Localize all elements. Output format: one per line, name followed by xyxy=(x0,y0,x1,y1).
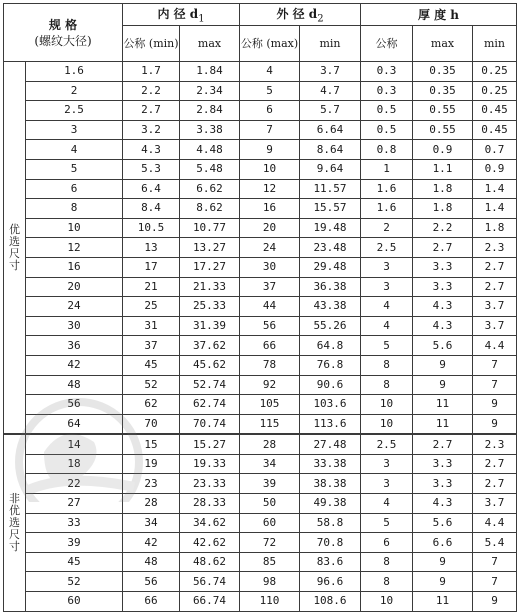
spec-cell: 18 xyxy=(26,454,123,474)
spec-cell: 16 xyxy=(26,257,123,277)
thickness-max-cell: 0.35 xyxy=(413,81,473,101)
inner-nominal-cell: 19 xyxy=(123,454,180,474)
inner-nominal-cell: 2.2 xyxy=(123,81,180,101)
inner-nominal-cell: 48 xyxy=(123,552,180,572)
thickness-min-cell: 1.4 xyxy=(473,179,517,199)
table-row xyxy=(4,179,517,199)
inner-nominal-cell: 37 xyxy=(123,336,180,356)
inner-max-cell: 45.62 xyxy=(180,355,240,375)
inner-max-cell: 70.74 xyxy=(180,414,240,434)
table-row xyxy=(4,474,517,494)
inner-nominal-cell: 45 xyxy=(123,355,180,375)
thickness-nominal-cell: 0.8 xyxy=(361,140,413,160)
outer-nominal-cell: 28 xyxy=(240,434,300,454)
thickness-min-cell: 7 xyxy=(473,552,517,572)
outer-diameter-subscript: 2 xyxy=(317,13,324,25)
table-row xyxy=(4,218,517,238)
thickness-max-cell: 11 xyxy=(413,395,473,415)
table-row xyxy=(4,592,517,612)
thickness-nominal-cell: 0.3 xyxy=(361,81,413,101)
spec-cell: 64 xyxy=(26,414,123,434)
outer-min-cell: 43.38 xyxy=(300,297,361,317)
outer-min-cell: 3.7 xyxy=(300,62,361,82)
thickness-nominal-cell: 1 xyxy=(361,159,413,179)
outer-min-cell: 15.57 xyxy=(300,199,361,219)
thickness-max-cell: 2.2 xyxy=(413,218,473,238)
table-row xyxy=(4,533,517,553)
inner-diameter-subscript: 1 xyxy=(198,13,205,25)
inner-max-cell: 2.84 xyxy=(180,101,240,121)
thickness-max-cell: 5.6 xyxy=(413,336,473,356)
outer-min-cell: 49.38 xyxy=(300,494,361,514)
thickness-min-cell: 7 xyxy=(473,375,517,395)
spec-cell: 52 xyxy=(26,572,123,592)
inner-nominal-cell: 15 xyxy=(123,434,180,454)
outer-min-cell: 29.48 xyxy=(300,257,361,277)
spec-cell: 3 xyxy=(26,120,123,140)
outer-nominal-cell: 92 xyxy=(240,375,300,395)
table-row xyxy=(4,375,517,395)
spec-cell: 10 xyxy=(26,218,123,238)
outer-min-cell: 113.6 xyxy=(300,414,361,434)
inner-nominal-cell: 4.3 xyxy=(123,140,180,160)
inner-max-cell: 5.48 xyxy=(180,159,240,179)
preferred-size-label xyxy=(4,62,26,435)
table-row xyxy=(4,454,517,474)
inner-max-cell: 37.62 xyxy=(180,336,240,356)
thickness-title: 厚 度 h xyxy=(417,8,460,22)
inner-nominal-cell: 25 xyxy=(123,297,180,317)
table-row xyxy=(4,159,517,179)
thickness-min-cell: 0.25 xyxy=(473,81,517,101)
group-label-char: 选 xyxy=(9,234,20,248)
outer-min-cell: 27.48 xyxy=(300,434,361,454)
outer-min-cell: 8.64 xyxy=(300,140,361,160)
outer-min-cell: 55.26 xyxy=(300,316,361,336)
inner-max-cell: 8.62 xyxy=(180,199,240,219)
inner-max-cell: 48.62 xyxy=(180,552,240,572)
thickness-max-cell: 2.7 xyxy=(413,238,473,258)
thickness-min-cell: 1.4 xyxy=(473,199,517,219)
group-label-char: 优 xyxy=(9,503,20,517)
inner-max-header: max xyxy=(180,26,240,62)
inner-max-cell: 23.33 xyxy=(180,474,240,494)
table-row xyxy=(4,572,517,592)
thickness-min-cell: 0.25 xyxy=(473,62,517,82)
inner-nominal-cell: 17 xyxy=(123,257,180,277)
spec-cell: 22 xyxy=(26,474,123,494)
inner-diameter-title: 内 径 d xyxy=(157,6,199,21)
outer-min-header: min xyxy=(300,26,361,62)
spec-cell: 2.5 xyxy=(26,101,123,121)
outer-min-cell: 6.64 xyxy=(300,120,361,140)
table-row xyxy=(4,238,517,258)
table-row xyxy=(4,414,517,434)
outer-nominal-cell: 7 xyxy=(240,120,300,140)
spec-cell: 2 xyxy=(26,81,123,101)
outer-min-cell: 83.6 xyxy=(300,552,361,572)
outer-min-cell: 38.38 xyxy=(300,474,361,494)
outer-min-cell: 23.48 xyxy=(300,238,361,258)
spec-cell: 45 xyxy=(26,552,123,572)
thickness-nominal-cell: 4 xyxy=(361,494,413,514)
inner-max-cell: 10.77 xyxy=(180,218,240,238)
thickness-min-cell: 1.8 xyxy=(473,218,517,238)
outer-nominal-cell: 60 xyxy=(240,513,300,533)
thickness-nominal-cell: 5 xyxy=(361,336,413,356)
inner-max-cell: 6.62 xyxy=(180,179,240,199)
inner-max-cell: 21.33 xyxy=(180,277,240,297)
spec-cell: 20 xyxy=(26,277,123,297)
thickness-min-cell: 3.7 xyxy=(473,316,517,336)
table-row xyxy=(4,120,517,140)
outer-nominal-cell: 115 xyxy=(240,414,300,434)
inner-max-cell: 62.74 xyxy=(180,395,240,415)
thickness-max-cell: 1.1 xyxy=(413,159,473,179)
thickness-max-cell: 4.3 xyxy=(413,316,473,336)
inner-nominal-cell: 42 xyxy=(123,533,180,553)
outer-nominal-cell: 10 xyxy=(240,159,300,179)
thickness-min-cell: 9 xyxy=(473,592,517,612)
inner-max-cell: 15.27 xyxy=(180,434,240,454)
inner-nominal-cell: 52 xyxy=(123,375,180,395)
outer-nominal-cell: 98 xyxy=(240,572,300,592)
outer-nominal-cell: 85 xyxy=(240,552,300,572)
table-row xyxy=(4,81,517,101)
outer-nominal-cell: 4 xyxy=(240,62,300,82)
inner-nominal-cell: 23 xyxy=(123,474,180,494)
thickness-max-cell: 5.6 xyxy=(413,513,473,533)
spec-cell: 24 xyxy=(26,297,123,317)
inner-max-cell: 4.48 xyxy=(180,140,240,160)
outer-min-cell: 4.7 xyxy=(300,81,361,101)
thickness-nominal-cell: 1.6 xyxy=(361,199,413,219)
thickness-min-cell: 9 xyxy=(473,414,517,434)
thickness-min-header: min xyxy=(473,26,517,62)
outer-nominal-cell: 105 xyxy=(240,395,300,415)
inner-nominal-cell: 3.2 xyxy=(123,120,180,140)
group-label-char: 寸 xyxy=(9,258,20,272)
thickness-min-cell: 2.7 xyxy=(473,454,517,474)
thickness-nominal-cell: 8 xyxy=(361,375,413,395)
inner-max-cell: 56.74 xyxy=(180,572,240,592)
thickness-max-cell: 3.3 xyxy=(413,454,473,474)
inner-nominal-cell: 34 xyxy=(123,513,180,533)
inner-nominal-cell: 10.5 xyxy=(123,218,180,238)
table-row xyxy=(4,434,517,454)
thickness-min-cell: 4.4 xyxy=(473,513,517,533)
washer-dimension-table xyxy=(3,3,517,612)
outer-nominal-cell: 5 xyxy=(240,81,300,101)
thickness-max-cell: 2.7 xyxy=(413,434,473,454)
table-row xyxy=(4,277,517,297)
thickness-min-cell: 0.45 xyxy=(473,120,517,140)
table-header xyxy=(4,4,517,62)
thickness-nominal-cell: 2.5 xyxy=(361,434,413,454)
table-row xyxy=(4,199,517,219)
thickness-max-cell: 11 xyxy=(413,592,473,612)
table-row xyxy=(4,257,517,277)
spec-cell: 4 xyxy=(26,140,123,160)
outer-min-cell: 96.6 xyxy=(300,572,361,592)
outer-nominal-cell: 110 xyxy=(240,592,300,612)
thickness-nominal-cell: 2 xyxy=(361,218,413,238)
inner-max-cell: 2.34 xyxy=(180,81,240,101)
spec-cell: 1.6 xyxy=(26,62,123,82)
outer-diameter-title: 外 径 d xyxy=(276,6,318,21)
outer-min-cell: 5.7 xyxy=(300,101,361,121)
outer-nominal-cell: 9 xyxy=(240,140,300,160)
inner-max-cell: 66.74 xyxy=(180,592,240,612)
thickness-min-cell: 2.7 xyxy=(473,257,517,277)
outer-min-cell: 33.38 xyxy=(300,454,361,474)
outer-min-cell: 11.57 xyxy=(300,179,361,199)
thickness-min-cell: 7 xyxy=(473,572,517,592)
thickness-min-cell: 3.7 xyxy=(473,297,517,317)
table-row xyxy=(4,62,517,82)
thickness-min-cell: 2.3 xyxy=(473,238,517,258)
inner-nominal-cell: 66 xyxy=(123,592,180,612)
outer-nominal-cell: 56 xyxy=(240,316,300,336)
table-row xyxy=(4,297,517,317)
outer-nominal-cell: 34 xyxy=(240,454,300,474)
outer-diameter-header xyxy=(240,4,361,26)
thickness-nominal-cell: 8 xyxy=(361,552,413,572)
table-row xyxy=(4,355,517,375)
thickness-max-cell: 11 xyxy=(413,414,473,434)
group-label-char: 选 xyxy=(9,515,20,529)
inner-max-cell: 17.27 xyxy=(180,257,240,277)
washer-dimension-table-wrapper xyxy=(3,3,516,612)
inner-nominal-cell: 62 xyxy=(123,395,180,415)
table-row xyxy=(4,101,517,121)
table-row xyxy=(4,336,517,356)
spec-cell: 39 xyxy=(26,533,123,553)
thickness-nominal-cell: 3 xyxy=(361,454,413,474)
thickness-nominal-cell: 5 xyxy=(361,513,413,533)
outer-nominal-cell: 30 xyxy=(240,257,300,277)
thickness-nominal-cell: 0.5 xyxy=(361,120,413,140)
thickness-max-cell: 3.3 xyxy=(413,277,473,297)
inner-nominal-cell: 6.4 xyxy=(123,179,180,199)
inner-nominal-min-header: 公称 (min) xyxy=(123,26,180,62)
thickness-nominal-cell: 10 xyxy=(361,414,413,434)
spec-header xyxy=(4,4,123,62)
thickness-min-cell: 2.3 xyxy=(473,434,517,454)
thickness-nominal-cell: 2.5 xyxy=(361,238,413,258)
spec-cell: 8 xyxy=(26,199,123,219)
inner-max-cell: 3.38 xyxy=(180,120,240,140)
non-preferred-size-label xyxy=(4,434,26,611)
spec-cell: 56 xyxy=(26,395,123,415)
outer-nominal-cell: 16 xyxy=(240,199,300,219)
thickness-max-cell: 0.55 xyxy=(413,101,473,121)
inner-nominal-cell: 31 xyxy=(123,316,180,336)
inner-max-cell: 1.84 xyxy=(180,62,240,82)
inner-max-cell: 42.62 xyxy=(180,533,240,553)
thickness-nominal-cell: 8 xyxy=(361,355,413,375)
thickness-max-cell: 1.8 xyxy=(413,179,473,199)
outer-min-cell: 70.8 xyxy=(300,533,361,553)
thickness-nominal-cell: 0.5 xyxy=(361,101,413,121)
spec-cell: 27 xyxy=(26,494,123,514)
thickness-max-header: max xyxy=(413,26,473,62)
thickness-nominal-cell: 3 xyxy=(361,277,413,297)
outer-nominal-cell: 66 xyxy=(240,336,300,356)
spec-cell: 14 xyxy=(26,434,123,454)
thickness-max-cell: 0.35 xyxy=(413,62,473,82)
spec-header-title: 规 格 xyxy=(48,17,78,32)
thickness-min-cell: 2.7 xyxy=(473,474,517,494)
thickness-min-cell: 3.7 xyxy=(473,494,517,514)
inner-max-cell: 25.33 xyxy=(180,297,240,317)
outer-min-cell: 9.64 xyxy=(300,159,361,179)
inner-max-cell: 13.27 xyxy=(180,238,240,258)
inner-nominal-cell: 56 xyxy=(123,572,180,592)
thickness-nominal-cell: 6 xyxy=(361,533,413,553)
outer-min-cell: 19.48 xyxy=(300,218,361,238)
spec-cell: 33 xyxy=(26,513,123,533)
inner-max-cell: 34.62 xyxy=(180,513,240,533)
outer-min-cell: 64.8 xyxy=(300,336,361,356)
outer-min-cell: 108.6 xyxy=(300,592,361,612)
spec-cell: 60 xyxy=(26,592,123,612)
outer-nominal-cell: 50 xyxy=(240,494,300,514)
spec-cell: 6 xyxy=(26,179,123,199)
spec-cell: 42 xyxy=(26,355,123,375)
spec-cell: 12 xyxy=(26,238,123,258)
inner-nominal-cell: 21 xyxy=(123,277,180,297)
thickness-nominal-cell: 0.3 xyxy=(361,62,413,82)
thickness-max-cell: 0.9 xyxy=(413,140,473,160)
thickness-max-cell: 1.8 xyxy=(413,199,473,219)
outer-nominal-cell: 78 xyxy=(240,355,300,375)
thickness-nominal-cell: 8 xyxy=(361,572,413,592)
spec-cell: 5 xyxy=(26,159,123,179)
thickness-min-cell: 0.7 xyxy=(473,140,517,160)
group-label-char: 尺 xyxy=(9,246,20,260)
thickness-max-cell: 0.55 xyxy=(413,120,473,140)
thickness-max-cell: 9 xyxy=(413,552,473,572)
outer-min-cell: 103.6 xyxy=(300,395,361,415)
spec-header-subtitle: (螺纹大径) xyxy=(34,33,92,48)
table-body xyxy=(4,62,517,612)
thickness-nominal-cell: 3 xyxy=(361,257,413,277)
inner-nominal-cell: 2.7 xyxy=(123,101,180,121)
table-row xyxy=(4,513,517,533)
thickness-min-cell: 0.45 xyxy=(473,101,517,121)
outer-nominal-cell: 20 xyxy=(240,218,300,238)
thickness-nominal-cell: 1.6 xyxy=(361,179,413,199)
thickness-max-cell: 3.3 xyxy=(413,474,473,494)
thickness-min-cell: 7 xyxy=(473,355,517,375)
group-label-char: 尺 xyxy=(9,527,20,541)
thickness-nominal-cell: 3 xyxy=(361,474,413,494)
thickness-min-cell: 0.9 xyxy=(473,159,517,179)
thickness-max-cell: 3.3 xyxy=(413,257,473,277)
group-label-char: 非 xyxy=(9,491,20,505)
table-row xyxy=(4,395,517,415)
outer-min-cell: 58.8 xyxy=(300,513,361,533)
table-row xyxy=(4,552,517,572)
group-label-char: 优 xyxy=(9,222,20,236)
spec-cell: 48 xyxy=(26,375,123,395)
table-row xyxy=(4,316,517,336)
outer-nominal-max-header: 公称 (max) xyxy=(240,26,300,62)
inner-max-cell: 52.74 xyxy=(180,375,240,395)
outer-min-cell: 90.6 xyxy=(300,375,361,395)
outer-nominal-cell: 37 xyxy=(240,277,300,297)
table-row xyxy=(4,494,517,514)
thickness-max-cell: 9 xyxy=(413,572,473,592)
thickness-nominal-cell: 4 xyxy=(361,297,413,317)
inner-max-cell: 31.39 xyxy=(180,316,240,336)
thickness-nominal-cell: 10 xyxy=(361,395,413,415)
inner-max-cell: 19.33 xyxy=(180,454,240,474)
inner-nominal-cell: 5.3 xyxy=(123,159,180,179)
outer-nominal-cell: 44 xyxy=(240,297,300,317)
inner-diameter-header xyxy=(123,4,240,26)
inner-nominal-cell: 13 xyxy=(123,238,180,258)
thickness-max-cell: 6.6 xyxy=(413,533,473,553)
spec-cell: 30 xyxy=(26,316,123,336)
thickness-max-cell: 9 xyxy=(413,375,473,395)
inner-nominal-cell: 1.7 xyxy=(123,62,180,82)
thickness-nominal-cell: 10 xyxy=(361,592,413,612)
outer-nominal-cell: 12 xyxy=(240,179,300,199)
table-row xyxy=(4,140,517,160)
thickness-max-cell: 4.3 xyxy=(413,494,473,514)
inner-nominal-cell: 28 xyxy=(123,494,180,514)
thickness-max-cell: 4.3 xyxy=(413,297,473,317)
group-label-char: 寸 xyxy=(9,539,20,553)
thickness-min-cell: 5.4 xyxy=(473,533,517,553)
spec-cell: 36 xyxy=(26,336,123,356)
thickness-min-cell: 2.7 xyxy=(473,277,517,297)
outer-nominal-cell: 6 xyxy=(240,101,300,121)
outer-min-cell: 36.38 xyxy=(300,277,361,297)
outer-nominal-cell: 39 xyxy=(240,474,300,494)
inner-nominal-cell: 8.4 xyxy=(123,199,180,219)
thickness-nominal-header: 公称 xyxy=(361,26,413,62)
thickness-header xyxy=(361,4,517,26)
outer-min-cell: 76.8 xyxy=(300,355,361,375)
inner-nominal-cell: 70 xyxy=(123,414,180,434)
thickness-nominal-cell: 4 xyxy=(361,316,413,336)
outer-nominal-cell: 24 xyxy=(240,238,300,258)
outer-nominal-cell: 72 xyxy=(240,533,300,553)
thickness-min-cell: 9 xyxy=(473,395,517,415)
inner-max-cell: 28.33 xyxy=(180,494,240,514)
thickness-max-cell: 9 xyxy=(413,355,473,375)
thickness-min-cell: 4.4 xyxy=(473,336,517,356)
